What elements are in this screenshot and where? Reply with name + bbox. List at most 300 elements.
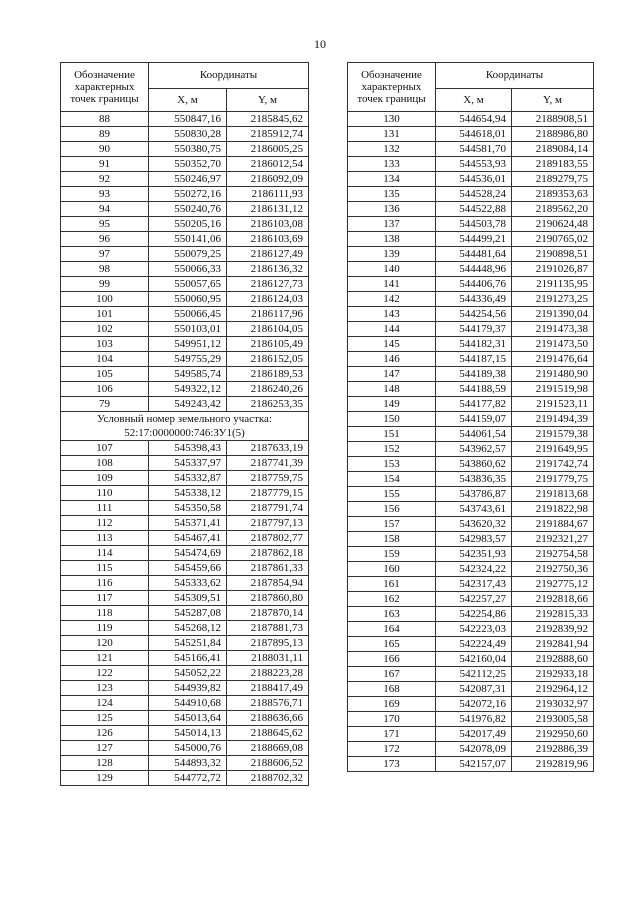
table-row (348, 277, 594, 292)
coord-x: 544177,82 (436, 397, 512, 412)
point-number: 94 (61, 202, 149, 217)
table-row (348, 352, 594, 367)
coord-x: 544179,37 (436, 322, 512, 337)
table-row (348, 322, 594, 337)
coord-x: 545337,97 (149, 456, 227, 471)
table-row (348, 622, 594, 637)
header-x: X, м (149, 88, 227, 111)
coord-x: 550066,45 (149, 307, 227, 322)
point-number: 127 (61, 741, 149, 756)
point-number: 97 (61, 247, 149, 262)
coord-x: 545459,66 (149, 561, 227, 576)
coord-x: 543786,87 (436, 487, 512, 502)
coord-y: 2191135,95 (512, 277, 594, 292)
point-number: 137 (348, 217, 436, 232)
coord-x: 545332,87 (149, 471, 227, 486)
point-number: 108 (61, 456, 149, 471)
coord-y: 2186253,35 (227, 397, 309, 412)
point-number: 138 (348, 232, 436, 247)
parcel-note (61, 412, 309, 441)
coord-y: 2187861,33 (227, 561, 309, 576)
coord-x: 545052,22 (149, 666, 227, 681)
coord-x: 545474,69 (149, 546, 227, 561)
point-number: 165 (348, 637, 436, 652)
point-number: 134 (348, 172, 436, 187)
point-number: 161 (348, 577, 436, 592)
coord-y: 2186136,32 (227, 262, 309, 277)
table-row (61, 322, 309, 337)
coord-y: 2190624,48 (512, 217, 594, 232)
coord-x: 544939,82 (149, 681, 227, 696)
table-row (61, 277, 309, 292)
table-row (61, 546, 309, 561)
point-number: 119 (61, 621, 149, 636)
coord-y: 2187862,18 (227, 546, 309, 561)
table-row (61, 441, 309, 456)
coord-x: 542078,09 (436, 742, 512, 757)
table-row (61, 516, 309, 531)
table-row (348, 247, 594, 262)
point-number: 116 (61, 576, 149, 591)
point-number: 170 (348, 712, 436, 727)
table-row (61, 367, 309, 382)
table-row (61, 711, 309, 726)
point-number: 158 (348, 532, 436, 547)
point-number: 155 (348, 487, 436, 502)
coord-x: 550847,16 (149, 112, 227, 127)
coord-x: 542072,16 (436, 697, 512, 712)
point-number: 100 (61, 292, 149, 307)
header-x: X, м (436, 88, 512, 111)
coord-y: 2188645,62 (227, 726, 309, 741)
coord-x: 544448,96 (436, 262, 512, 277)
point-number: 125 (61, 711, 149, 726)
coord-x: 542983,57 (436, 532, 512, 547)
coord-x: 542317,43 (436, 577, 512, 592)
point-number: 95 (61, 217, 149, 232)
point-number: 103 (61, 337, 149, 352)
coord-y: 2188417,49 (227, 681, 309, 696)
table-row (61, 531, 309, 546)
point-number: 166 (348, 652, 436, 667)
coord-x: 541976,82 (436, 712, 512, 727)
coord-y: 2191884,67 (512, 517, 594, 532)
table-row (348, 457, 594, 472)
point-number: 92 (61, 172, 149, 187)
table-row (348, 397, 594, 412)
coord-y: 2191779,75 (512, 472, 594, 487)
point-number: 147 (348, 367, 436, 382)
coord-x: 544893,32 (149, 756, 227, 771)
coord-y: 2187633,19 (227, 441, 309, 456)
coord-y: 2186103,69 (227, 232, 309, 247)
table-row (61, 606, 309, 621)
table-row (348, 202, 594, 217)
coord-y: 2191813,68 (512, 487, 594, 502)
coord-y: 2187895,13 (227, 636, 309, 651)
coord-x: 544528,24 (436, 187, 512, 202)
coord-y: 2191742,74 (512, 457, 594, 472)
table-row (348, 532, 594, 547)
point-number: 101 (61, 307, 149, 322)
table-row (61, 636, 309, 651)
coord-x: 543962,57 (436, 442, 512, 457)
table-row (348, 187, 594, 202)
point-number: 113 (61, 531, 149, 546)
coord-x: 542017,49 (436, 727, 512, 742)
coord-y: 2189353,63 (512, 187, 594, 202)
point-number: 110 (61, 486, 149, 501)
table-row (61, 127, 309, 142)
table-row (61, 157, 309, 172)
table-row (348, 427, 594, 442)
point-number: 139 (348, 247, 436, 262)
point-number: 164 (348, 622, 436, 637)
coord-x: 544336,49 (436, 292, 512, 307)
coordinates-table-left (60, 62, 309, 786)
coord-y: 2191026,87 (512, 262, 594, 277)
coord-y: 2191822,98 (512, 502, 594, 517)
coord-x: 545333,62 (149, 576, 227, 591)
table-row (61, 666, 309, 681)
point-number: 93 (61, 187, 149, 202)
point-number: 126 (61, 726, 149, 741)
coord-x: 544654,94 (436, 112, 512, 127)
coord-x: 545338,12 (149, 486, 227, 501)
point-number: 91 (61, 157, 149, 172)
header-y: Y, м (227, 88, 309, 111)
coord-x: 550057,65 (149, 277, 227, 292)
coord-y: 2187854,94 (227, 576, 309, 591)
table-row (348, 502, 594, 517)
table-row (348, 547, 594, 562)
table-row (348, 337, 594, 352)
coord-x: 544187,15 (436, 352, 512, 367)
coord-y: 2192775,12 (512, 577, 594, 592)
coord-x: 550060,95 (149, 292, 227, 307)
coord-y: 2185912,74 (227, 127, 309, 142)
table-row (348, 382, 594, 397)
point-number: 172 (348, 742, 436, 757)
point-number: 146 (348, 352, 436, 367)
table-row (61, 382, 309, 397)
table-row (61, 681, 309, 696)
coord-y: 2191476,64 (512, 352, 594, 367)
coord-y: 2187797,13 (227, 516, 309, 531)
point-number: 140 (348, 262, 436, 277)
point-number: 79 (61, 397, 149, 412)
coord-x: 544772,72 (149, 771, 227, 786)
coord-y: 2192819,96 (512, 757, 594, 772)
coord-y: 2186124,03 (227, 292, 309, 307)
coord-y: 2192321,27 (512, 532, 594, 547)
coord-y: 2186127,73 (227, 277, 309, 292)
point-number: 105 (61, 367, 149, 382)
point-number: 88 (61, 112, 149, 127)
coord-y: 2185845,62 (227, 112, 309, 127)
coord-x: 550380,75 (149, 142, 227, 157)
point-number: 123 (61, 681, 149, 696)
coord-y: 2186005,25 (227, 142, 309, 157)
table-row (61, 232, 309, 247)
coord-y: 2191519,98 (512, 382, 594, 397)
table-row (348, 472, 594, 487)
coord-x: 545371,41 (149, 516, 227, 531)
table-row (61, 741, 309, 756)
coord-x: 544159,07 (436, 412, 512, 427)
coord-y: 2187779,15 (227, 486, 309, 501)
table-row (348, 412, 594, 427)
table-row (348, 757, 594, 772)
table-row (61, 202, 309, 217)
coord-x: 542257,27 (436, 592, 512, 607)
coord-x: 544189,38 (436, 367, 512, 382)
coord-y: 2191523,11 (512, 397, 594, 412)
point-number: 141 (348, 277, 436, 292)
point-number: 144 (348, 322, 436, 337)
point-number: 145 (348, 337, 436, 352)
coord-x: 550066,33 (149, 262, 227, 277)
table-row (348, 727, 594, 742)
table-row (61, 756, 309, 771)
point-number: 157 (348, 517, 436, 532)
coord-y: 2191273,25 (512, 292, 594, 307)
table-row (348, 652, 594, 667)
table-row (348, 142, 594, 157)
header-point-designation: Обозначение характерных точек границы (61, 63, 149, 112)
coord-x: 545000,76 (149, 741, 227, 756)
table-row (348, 262, 594, 277)
coord-x: 550352,70 (149, 157, 227, 172)
coord-y: 2192815,33 (512, 607, 594, 622)
point-number: 149 (348, 397, 436, 412)
table-row (348, 487, 594, 502)
coord-y: 2186117,96 (227, 307, 309, 322)
coord-y: 2192888,60 (512, 652, 594, 667)
coord-x: 545398,43 (149, 441, 227, 456)
table-row (348, 712, 594, 727)
coord-y: 2189084,14 (512, 142, 594, 157)
coord-x: 545251,84 (149, 636, 227, 651)
table-row (61, 621, 309, 636)
point-number: 154 (348, 472, 436, 487)
point-number: 109 (61, 471, 149, 486)
table-row (348, 517, 594, 532)
table-row (348, 667, 594, 682)
coord-x: 550246,97 (149, 172, 227, 187)
coord-y: 2191494,39 (512, 412, 594, 427)
table-row (348, 577, 594, 592)
coord-x: 544910,68 (149, 696, 227, 711)
table-row (61, 352, 309, 367)
coord-y: 2187860,80 (227, 591, 309, 606)
table-row (348, 307, 594, 322)
point-number: 117 (61, 591, 149, 606)
coord-y: 2186127,49 (227, 247, 309, 262)
point-number: 96 (61, 232, 149, 247)
coord-x: 545014,13 (149, 726, 227, 741)
point-number: 106 (61, 382, 149, 397)
point-number: 112 (61, 516, 149, 531)
table-row (61, 591, 309, 606)
coord-x: 544618,01 (436, 127, 512, 142)
header-coordinates: Координаты (149, 63, 309, 89)
coord-x: 549755,29 (149, 352, 227, 367)
coord-y: 2191473,38 (512, 322, 594, 337)
coord-y: 2188636,66 (227, 711, 309, 726)
coord-x: 549243,42 (149, 397, 227, 412)
coord-y: 2189183,55 (512, 157, 594, 172)
coord-y: 2186012,54 (227, 157, 309, 172)
table-row (348, 127, 594, 142)
point-number: 99 (61, 277, 149, 292)
coord-y: 2186103,08 (227, 217, 309, 232)
coord-y: 2192950,60 (512, 727, 594, 742)
coord-x: 542112,25 (436, 667, 512, 682)
coord-y: 2189562,20 (512, 202, 594, 217)
coord-y: 2187802,77 (227, 531, 309, 546)
coord-y: 2192841,94 (512, 637, 594, 652)
coord-y: 2191579,38 (512, 427, 594, 442)
coord-y: 2187759,75 (227, 471, 309, 486)
table-row (348, 367, 594, 382)
coord-y: 2188223,28 (227, 666, 309, 681)
point-number: 143 (348, 307, 436, 322)
table-row (61, 501, 309, 516)
header-point-designation: Обозначение характерных точек границы (348, 63, 436, 112)
coord-x: 545268,12 (149, 621, 227, 636)
point-number: 156 (348, 502, 436, 517)
coord-y: 2186092,09 (227, 172, 309, 187)
coord-x: 550205,16 (149, 217, 227, 232)
table-row (61, 696, 309, 711)
point-number: 148 (348, 382, 436, 397)
table-row (348, 172, 594, 187)
point-number: 150 (348, 412, 436, 427)
point-number: 168 (348, 682, 436, 697)
page-number: 10 (314, 37, 326, 51)
table-row (348, 742, 594, 757)
coord-y: 2192933,18 (512, 667, 594, 682)
coord-y: 2187791,74 (227, 501, 309, 516)
coord-x: 544553,93 (436, 157, 512, 172)
table-row (348, 562, 594, 577)
table-row (348, 697, 594, 712)
point-number: 128 (61, 756, 149, 771)
point-number: 131 (348, 127, 436, 142)
coord-y: 2192754,58 (512, 547, 594, 562)
table-row (61, 187, 309, 202)
coord-x: 542254,86 (436, 607, 512, 622)
coord-x: 544182,31 (436, 337, 512, 352)
point-number: 111 (61, 501, 149, 516)
coord-x: 550079,25 (149, 247, 227, 262)
table-row (61, 142, 309, 157)
header-y: Y, м (512, 88, 594, 111)
table-row (348, 682, 594, 697)
point-number: 153 (348, 457, 436, 472)
table-row (61, 561, 309, 576)
coord-x: 542223,03 (436, 622, 512, 637)
point-number: 89 (61, 127, 149, 142)
point-number: 151 (348, 427, 436, 442)
coord-y: 2188702,32 (227, 771, 309, 786)
coord-x: 542087,31 (436, 682, 512, 697)
coord-x: 543836,35 (436, 472, 512, 487)
table-row (61, 247, 309, 262)
coord-x: 542160,04 (436, 652, 512, 667)
coord-y: 2191473,50 (512, 337, 594, 352)
coord-x: 542324,22 (436, 562, 512, 577)
table-row (348, 157, 594, 172)
parcel-note-row (61, 412, 309, 441)
coord-x: 544406,76 (436, 277, 512, 292)
coord-y: 2186131,12 (227, 202, 309, 217)
coord-x: 543743,61 (436, 502, 512, 517)
coord-x: 543620,32 (436, 517, 512, 532)
coord-y: 2192818,66 (512, 592, 594, 607)
table-row (61, 651, 309, 666)
table-row (61, 337, 309, 352)
coord-x: 550272,16 (149, 187, 227, 202)
coord-y: 2189279,75 (512, 172, 594, 187)
coord-x: 544581,70 (436, 142, 512, 157)
coord-y: 2187741,39 (227, 456, 309, 471)
coord-y: 2193005,58 (512, 712, 594, 727)
coord-y: 2190898,51 (512, 247, 594, 262)
table-row (61, 576, 309, 591)
coord-y: 2186240,26 (227, 382, 309, 397)
table-row (61, 771, 309, 786)
coord-y: 2187870,14 (227, 606, 309, 621)
point-number: 90 (61, 142, 149, 157)
table-row (61, 217, 309, 232)
coord-x: 550830,28 (149, 127, 227, 142)
table-row (61, 262, 309, 277)
parcel-note-number: 52:17:0000000:746:ЗУ1(5) (124, 427, 245, 439)
point-number: 142 (348, 292, 436, 307)
coord-x: 550240,76 (149, 202, 227, 217)
coord-y: 2186152,05 (227, 352, 309, 367)
point-number: 98 (61, 262, 149, 277)
coord-y: 2191480,90 (512, 367, 594, 382)
coord-y: 2192886,39 (512, 742, 594, 757)
table-row (61, 172, 309, 187)
left-table-body-top (61, 112, 309, 412)
table-row (348, 292, 594, 307)
coord-y: 2192964,12 (512, 682, 594, 697)
point-number: 159 (348, 547, 436, 562)
point-number: 124 (61, 696, 149, 711)
table-row (61, 112, 309, 127)
coord-x: 544254,56 (436, 307, 512, 322)
point-number: 132 (348, 142, 436, 157)
coord-x: 542351,93 (436, 547, 512, 562)
point-number: 115 (61, 561, 149, 576)
point-number: 107 (61, 441, 149, 456)
point-number: 133 (348, 157, 436, 172)
coord-x: 545350,58 (149, 501, 227, 516)
table-row (348, 607, 594, 622)
coord-y: 2186104,05 (227, 322, 309, 337)
point-number: 152 (348, 442, 436, 457)
table-row (61, 486, 309, 501)
coord-y: 2192750,36 (512, 562, 594, 577)
point-number: 130 (348, 112, 436, 127)
table-row (61, 307, 309, 322)
table-row (348, 442, 594, 457)
table-row (348, 637, 594, 652)
